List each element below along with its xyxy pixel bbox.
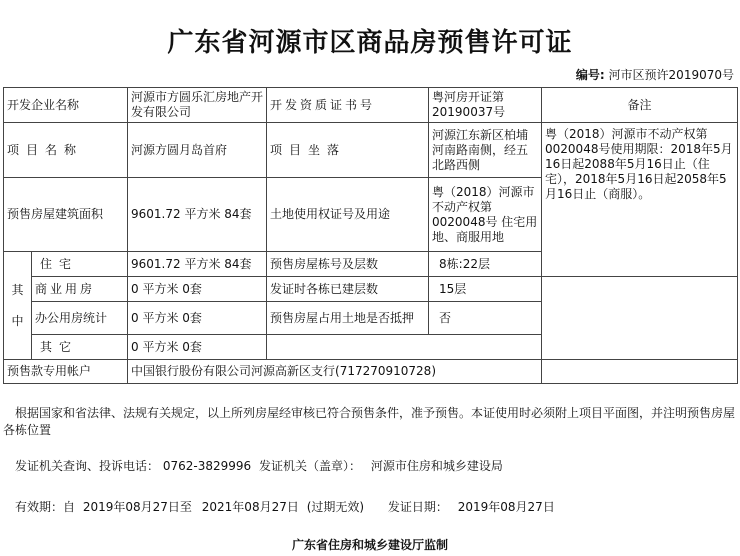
mortgage-value: 否 xyxy=(429,302,542,335)
building-label: 预售房屋栋号及层数 xyxy=(267,252,429,277)
certificate-number xyxy=(576,66,734,83)
validity-from: 2019年08月27日至 xyxy=(82,500,192,514)
issue-date-value: 2019年08月27日 xyxy=(457,500,555,514)
project-location-label: 项目坐落 xyxy=(267,123,429,178)
commercial-value: 0 平方米 0套 xyxy=(128,277,267,302)
other-label: 其它 xyxy=(32,335,128,360)
other-blank-cell xyxy=(267,335,542,360)
certificate-title: 广东省河源市区商品房预售许可证 xyxy=(167,28,573,58)
certificate-table xyxy=(3,87,738,384)
table-row xyxy=(4,123,738,178)
residential-value: 9601.72 平方米 84套 xyxy=(128,252,267,277)
contact-phone: 0762-3829996 xyxy=(162,459,252,473)
account-value: 中国银行股份有限公司河源高新区支行(717270910728) xyxy=(128,360,542,384)
building-value: 8栋:22层 xyxy=(429,252,542,277)
mortgage-label: 预售房屋占用土地是否抵押 xyxy=(267,302,429,335)
certificate-number-value: 河市区预许2019070号 xyxy=(608,68,734,82)
certificate-number-label: 编号: xyxy=(575,68,605,82)
issue-date-label: 发证日期： xyxy=(387,500,448,514)
table-row xyxy=(4,277,738,302)
commercial-label: 商业用房 xyxy=(32,277,128,302)
area-value: 9601.72 平方米 84套 xyxy=(128,178,267,252)
notes-value: 粤（2018）河源市不动产权第0020048号使用期限：2018年5月16日起2088年5月16日止（住宅），2018年5月16日起2058年5月16日止（商服）。 xyxy=(542,123,738,277)
office-value: 0 平方米 0套 xyxy=(128,302,267,335)
breakdown-group-label xyxy=(4,252,32,360)
project-name-value: 河源方圆月岛首府 xyxy=(128,123,267,178)
floors-built-value: 15层 xyxy=(429,277,542,302)
dev-company-value: 河源市方圆乐汇房地产开发有限公司 xyxy=(128,88,267,123)
validity-line xyxy=(3,499,737,516)
contact-line xyxy=(3,458,737,475)
validity-note: (过期无效) xyxy=(306,500,365,514)
qual-cert-value: 粤河房开证第20190037号 xyxy=(429,88,542,123)
account-blank-cell xyxy=(542,360,738,384)
approval-statement: 根据国家和省法律、法规有关规定，以上所列房屋经审核已符合预售条件，准予预售。本证使用时必须附上项目平面图，并注明预售房屋各栋位置 xyxy=(3,406,736,437)
breakdown-group-char-1: 其 xyxy=(11,282,24,297)
land-cert-value: 粤（2018）河源市不动产权第0020048号 住宅用地、商服用地 xyxy=(429,178,542,252)
notes-blank-cell xyxy=(542,277,738,360)
residential-label: 住宅 xyxy=(32,252,128,277)
account-label: 预售款专用帐户 xyxy=(4,360,128,384)
table-row xyxy=(4,360,738,384)
notes-label: 备注 xyxy=(542,88,738,123)
issuer-label: 发证机关（盖章）： xyxy=(258,459,361,473)
table-row xyxy=(4,88,738,123)
contact-label: 发证机关查询、投诉电话： xyxy=(15,459,160,473)
floors-built-label: 发证时各栋已建层数 xyxy=(267,277,429,302)
issuer-value: 河源市住房和城乡建设局 xyxy=(370,459,503,473)
breakdown-group-char-2: 中 xyxy=(11,313,24,328)
project-name-label: 项目名称 xyxy=(4,123,128,178)
area-label: 预售房屋建筑面积 xyxy=(4,178,128,252)
footer-supervisor: 广东省住房和城乡建设厅监制 xyxy=(291,538,448,552)
other-value: 0 平方米 0套 xyxy=(128,335,267,360)
project-location-value: 河源江东新区柏埔河南路南侧，经五北路西侧 xyxy=(429,123,542,178)
land-cert-label: 土地使用权证号及用途 xyxy=(267,178,429,252)
office-label: 办公用房统计 xyxy=(32,302,128,335)
qual-cert-label: 开发资质证书号 xyxy=(267,88,429,123)
validity-label: 有效期：自 xyxy=(15,500,76,514)
validity-to: 2021年08月27日 xyxy=(201,500,299,514)
dev-company-label: 开发企业名称 xyxy=(4,88,128,123)
